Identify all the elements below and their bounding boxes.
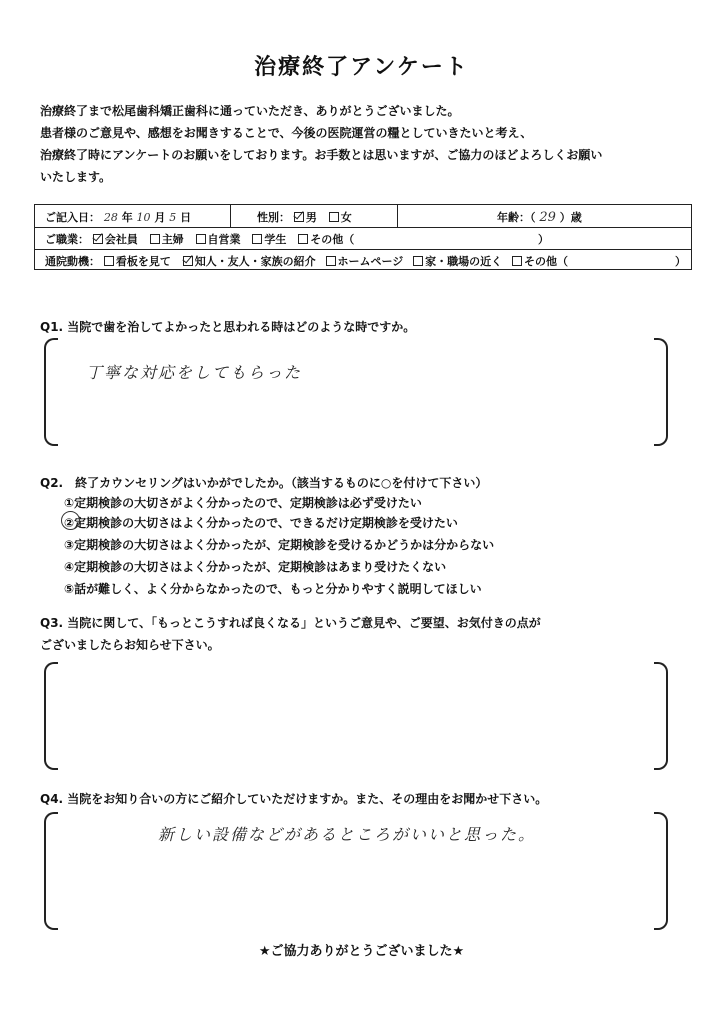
info-row-date-gender-age [35, 205, 691, 228]
q4-answer[interactable]: 新しい設備などがあるところがいいと思った。 [158, 825, 537, 844]
q2-option[interactable]: ①定期検診の大切さがよく分かったので、定期検診は必ず受けたい [64, 496, 422, 510]
q2-option[interactable]: ③定期検診の大切さはよく分かったが、定期検診を受けるかどうかは分からない [64, 538, 495, 552]
checkbox-icon[interactable] [413, 256, 423, 266]
checkbox-icon[interactable] [326, 256, 336, 266]
q2-option[interactable]: ⑤話が難しく、よく分からなかったので、もっと分かりやすく説明してほしい [64, 582, 482, 596]
motive-option[interactable]: 看板を見て [104, 255, 171, 268]
checkbox-checked-icon[interactable] [183, 256, 193, 266]
date-field[interactable] [45, 209, 191, 225]
checkbox-icon[interactable] [150, 234, 160, 244]
occupation-other-close: ） [538, 233, 549, 246]
motive-option-other[interactable]: その他（ [512, 255, 568, 268]
date-day-unit: 日 [180, 211, 192, 224]
answer-box-right-bracket [654, 662, 668, 770]
q2-option[interactable]: ④定期検診の大切さはよく分かったが、定期検診はあまり受けたくない [64, 560, 447, 574]
occupation-option[interactable]: 学生 [252, 233, 286, 246]
checkbox-icon[interactable] [196, 234, 206, 244]
date-label: ご記入日： [45, 211, 100, 224]
motive-option[interactable]: ホームページ [326, 255, 404, 268]
q1-answer[interactable]: 丁寧な対応をしてもらった [86, 363, 303, 382]
date-year-value: 28 [103, 211, 118, 224]
occupation-field [45, 231, 354, 247]
intro-text [40, 100, 690, 188]
age-value: 29 [539, 210, 556, 225]
date-year-unit: 年 [121, 211, 133, 224]
answer-box-left-bracket [44, 812, 58, 930]
date-day-value: 5 [169, 211, 177, 224]
answer-box-left-bracket [44, 662, 58, 770]
intro-line: いたします。 [40, 170, 112, 184]
q3-question-line1: Q3. 当院に関して、「もっとこうすれば良くなる」というご意見や、ご要望、お気付きの点が [40, 616, 541, 630]
gender-label: 性別： [257, 211, 290, 224]
patient-info-table [34, 204, 692, 270]
motive-label: 通院動機： [45, 255, 100, 268]
motive-option[interactable]: 家・職場の近く [413, 255, 502, 268]
intro-line: 治療終了時にアンケートのお願いをしております。お手数とは思いますが、ご協力のほどよろしくお願い [40, 148, 603, 162]
motive-other-close: ） [675, 255, 686, 268]
gender-option-female[interactable]: 女 [329, 211, 352, 224]
occupation-option[interactable]: 主婦 [150, 233, 184, 246]
checkbox-icon[interactable] [329, 212, 339, 222]
intro-line: 治療終了まで松尾歯科矯正歯科に通っていただき、ありがとうございました。 [40, 104, 460, 118]
answer-box-right-bracket [654, 812, 668, 930]
footer-thanks: ★ご協力ありがとうございました★ [258, 944, 465, 959]
cell-divider [230, 205, 231, 227]
age-field[interactable] [497, 209, 582, 225]
checkbox-icon[interactable] [512, 256, 522, 266]
page-title: 治療終了アンケート [254, 55, 469, 80]
q4-question: Q4. 当院をお知り合いの方にご紹介していただけますか。また、その理由をお聞かせ下さい。 [40, 792, 548, 806]
info-row-motive [35, 249, 691, 271]
answer-box-right-bracket [654, 338, 668, 446]
q2-option-selected[interactable]: ②定期検診の大切さはよく分かったので、できるだけ定期検診を受けたい [64, 516, 458, 530]
date-month-value: 10 [136, 211, 151, 224]
checkbox-icon[interactable] [104, 256, 114, 266]
checkbox-icon[interactable] [298, 234, 308, 244]
motive-option[interactable]: 知人・友人・家族の紹介 [183, 255, 316, 268]
age-unit: ）歳 [559, 211, 582, 224]
selection-circle-icon [61, 511, 80, 530]
q2-question: Q2. 終了カウンセリングはいかがでしたか。（該当するものに○を付けて下さい） [40, 476, 488, 490]
intro-line: 患者様のご意見や、感想をお聞きすることで、今後の医院運営の糧としていきたいと考え、 [40, 126, 533, 140]
age-label: 年齢：（ [497, 211, 536, 224]
occupation-label: ご職業： [45, 233, 89, 246]
q1-question: Q1. 当院で歯を治してよかったと思われる時はどのような時ですか。 [40, 320, 416, 334]
checkbox-checked-icon[interactable] [93, 234, 103, 244]
checkbox-checked-icon[interactable] [294, 212, 304, 222]
info-row-occupation [35, 227, 691, 250]
cell-divider [397, 205, 398, 227]
gender-option-male[interactable]: 男 [294, 211, 317, 224]
gender-field [257, 209, 352, 225]
occupation-option[interactable]: 会社員 [93, 233, 138, 246]
q3-question-line2: ございましたらお知らせ下さい。 [40, 638, 220, 652]
motive-field [45, 253, 568, 269]
occupation-option-other[interactable]: その他（ [298, 233, 354, 246]
date-month-unit: 月 [154, 211, 166, 224]
answer-box-left-bracket [44, 338, 58, 446]
checkbox-icon[interactable] [252, 234, 262, 244]
occupation-option[interactable]: 自営業 [196, 233, 241, 246]
